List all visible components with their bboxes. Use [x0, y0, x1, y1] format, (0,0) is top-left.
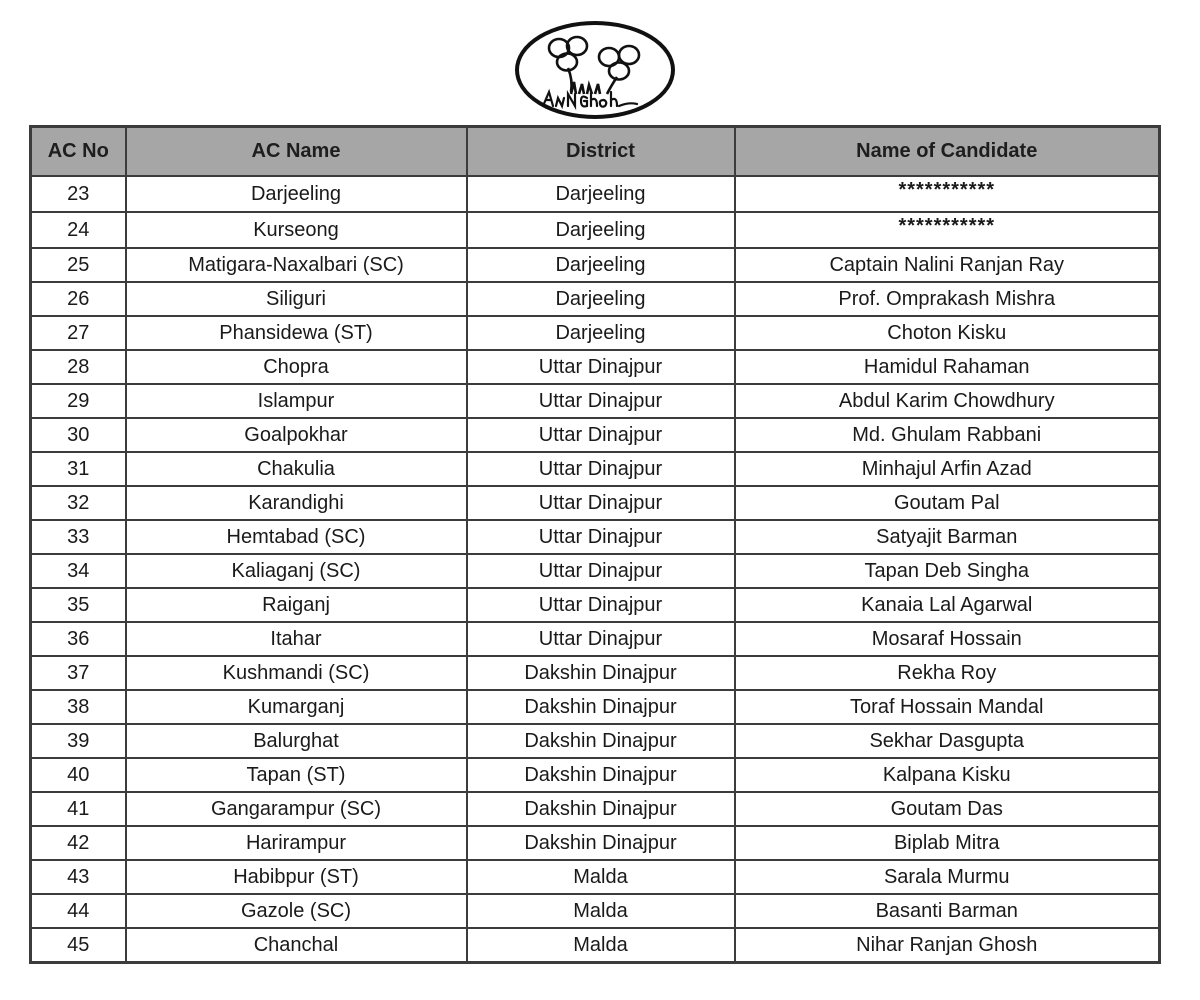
- table-row: [31, 418, 1160, 452]
- cell-candidate-name: Abdul Karim Chowdhury: [735, 384, 1160, 418]
- cell-ac-name: Gazole (SC): [126, 894, 467, 928]
- table-row: [31, 758, 1160, 792]
- cell-candidate-name: Kanaia Lal Agarwal: [735, 588, 1160, 622]
- table-row: [31, 176, 1160, 212]
- header-ac-no: AC No: [31, 127, 126, 177]
- table-row: [31, 622, 1160, 656]
- cell-district: Darjeeling: [467, 212, 735, 248]
- cell-ac-name: Tapan (ST): [126, 758, 467, 792]
- table-row: [31, 486, 1160, 520]
- cell-district: Dakshin Dinajpur: [467, 724, 735, 758]
- cell-district: Dakshin Dinajpur: [467, 656, 735, 690]
- cell-candidate-name: Mosaraf Hossain: [735, 622, 1160, 656]
- cell-ac-name: Chopra: [126, 350, 467, 384]
- cell-ac-name: Balurghat: [126, 724, 467, 758]
- cell-ac-no: 30: [31, 418, 126, 452]
- cell-ac-no: 36: [31, 622, 126, 656]
- table-row: [31, 656, 1160, 690]
- header-district: District: [467, 127, 735, 177]
- cell-ac-name: Harirampur: [126, 826, 467, 860]
- cell-district: Uttar Dinajpur: [467, 622, 735, 656]
- cell-ac-name: Kaliaganj (SC): [126, 554, 467, 588]
- cell-district: Uttar Dinajpur: [467, 350, 735, 384]
- cell-district: Uttar Dinajpur: [467, 486, 735, 520]
- cell-ac-name: Karandighi: [126, 486, 467, 520]
- cell-candidate-name: Minhajul Arfin Azad: [735, 452, 1160, 486]
- table-row: [31, 588, 1160, 622]
- table-row: [31, 792, 1160, 826]
- cell-ac-no: 42: [31, 826, 126, 860]
- twin-flowers-icon: [513, 20, 677, 120]
- cell-ac-name: Chakulia: [126, 452, 467, 486]
- header-ac-name: AC Name: [126, 127, 467, 177]
- cell-ac-no: 23: [31, 176, 126, 212]
- cell-candidate-name: Sekhar Dasgupta: [735, 724, 1160, 758]
- cell-district: Uttar Dinajpur: [467, 384, 735, 418]
- cell-ac-no: 37: [31, 656, 126, 690]
- cell-candidate-name: Choton Kisku: [735, 316, 1160, 350]
- cell-ac-no: 32: [31, 486, 126, 520]
- cell-district: Dakshin Dinajpur: [467, 758, 735, 792]
- cell-candidate-name: Captain Nalini Ranjan Ray: [735, 248, 1160, 282]
- cell-ac-name: Chanchal: [126, 928, 467, 963]
- cell-district: Malda: [467, 860, 735, 894]
- cell-ac-name: Hemtabad (SC): [126, 520, 467, 554]
- cell-district: Darjeeling: [467, 282, 735, 316]
- cell-district: Uttar Dinajpur: [467, 520, 735, 554]
- cell-candidate-name: Tapan Deb Singha: [735, 554, 1160, 588]
- cell-district: Darjeeling: [467, 176, 735, 212]
- cell-candidate-name: ***********: [735, 176, 1160, 212]
- cell-ac-name: Darjeeling: [126, 176, 467, 212]
- cell-district: Uttar Dinajpur: [467, 418, 735, 452]
- cell-ac-name: Siliguri: [126, 282, 467, 316]
- cell-ac-name: Itahar: [126, 622, 467, 656]
- cell-ac-no: 38: [31, 690, 126, 724]
- cell-district: Dakshin Dinajpur: [467, 826, 735, 860]
- table-body: [31, 176, 1160, 963]
- cell-ac-name: Raiganj: [126, 588, 467, 622]
- cell-candidate-name: Nihar Ranjan Ghosh: [735, 928, 1160, 963]
- table-row: [31, 520, 1160, 554]
- party-logo: [513, 20, 677, 120]
- table-row: [31, 724, 1160, 758]
- cell-candidate-name: Biplab Mitra: [735, 826, 1160, 860]
- cell-ac-no: 33: [31, 520, 126, 554]
- cell-ac-no: 27: [31, 316, 126, 350]
- cell-candidate-name: Goutam Pal: [735, 486, 1160, 520]
- cell-district: Dakshin Dinajpur: [467, 792, 735, 826]
- table-row: [31, 384, 1160, 418]
- cell-candidate-name: Hamidul Rahaman: [735, 350, 1160, 384]
- cell-district: Uttar Dinajpur: [467, 452, 735, 486]
- cell-ac-name: Gangarampur (SC): [126, 792, 467, 826]
- cell-ac-name: Islampur: [126, 384, 467, 418]
- table-header-row: [31, 127, 1160, 177]
- cell-candidate-name: Toraf Hossain Mandal: [735, 690, 1160, 724]
- table-row: [31, 212, 1160, 248]
- cell-candidate-name: Md. Ghulam Rabbani: [735, 418, 1160, 452]
- cell-candidate-name: Goutam Das: [735, 792, 1160, 826]
- cell-candidate-name: Rekha Roy: [735, 656, 1160, 690]
- cell-candidate-name: Sarala Murmu: [735, 860, 1160, 894]
- table-row: [31, 316, 1160, 350]
- cell-ac-no: 41: [31, 792, 126, 826]
- table-row: [31, 350, 1160, 384]
- cell-candidate-name: Satyajit Barman: [735, 520, 1160, 554]
- cell-ac-no: 45: [31, 928, 126, 963]
- cell-ac-no: 29: [31, 384, 126, 418]
- table-row: [31, 690, 1160, 724]
- table-row: [31, 894, 1160, 928]
- cell-ac-no: 39: [31, 724, 126, 758]
- cell-ac-name: Kumarganj: [126, 690, 467, 724]
- cell-ac-no: 35: [31, 588, 126, 622]
- cell-candidate-name: ***********: [735, 212, 1160, 248]
- cell-ac-no: 43: [31, 860, 126, 894]
- cell-candidate-name: Kalpana Kisku: [735, 758, 1160, 792]
- table-row: [31, 928, 1160, 963]
- candidate-table: [29, 125, 1161, 964]
- cell-candidate-name: Prof. Omprakash Mishra: [735, 282, 1160, 316]
- cell-ac-no: 25: [31, 248, 126, 282]
- cell-ac-name: Matigara-Naxalbari (SC): [126, 248, 467, 282]
- cell-district: Malda: [467, 928, 735, 963]
- cell-ac-name: Phansidewa (ST): [126, 316, 467, 350]
- cell-ac-no: 26: [31, 282, 126, 316]
- cell-ac-no: 24: [31, 212, 126, 248]
- table-row: [31, 452, 1160, 486]
- cell-ac-no: 28: [31, 350, 126, 384]
- cell-ac-no: 40: [31, 758, 126, 792]
- cell-ac-name: Habibpur (ST): [126, 860, 467, 894]
- cell-ac-no: 34: [31, 554, 126, 588]
- cell-ac-no: 44: [31, 894, 126, 928]
- cell-district: Uttar Dinajpur: [467, 554, 735, 588]
- table-row: [31, 282, 1160, 316]
- cell-ac-name: Kurseong: [126, 212, 467, 248]
- table-row: [31, 248, 1160, 282]
- cell-ac-name: Goalpokhar: [126, 418, 467, 452]
- cell-ac-name: Kushmandi (SC): [126, 656, 467, 690]
- cell-district: Darjeeling: [467, 316, 735, 350]
- cell-district: Darjeeling: [467, 248, 735, 282]
- cell-district: Malda: [467, 894, 735, 928]
- table-row: [31, 860, 1160, 894]
- cell-ac-no: 31: [31, 452, 126, 486]
- table-row: [31, 554, 1160, 588]
- cell-candidate-name: Basanti Barman: [735, 894, 1160, 928]
- table-row: [31, 826, 1160, 860]
- cell-district: Uttar Dinajpur: [467, 588, 735, 622]
- cell-district: Dakshin Dinajpur: [467, 690, 735, 724]
- header-candidate-name: Name of Candidate: [735, 127, 1160, 177]
